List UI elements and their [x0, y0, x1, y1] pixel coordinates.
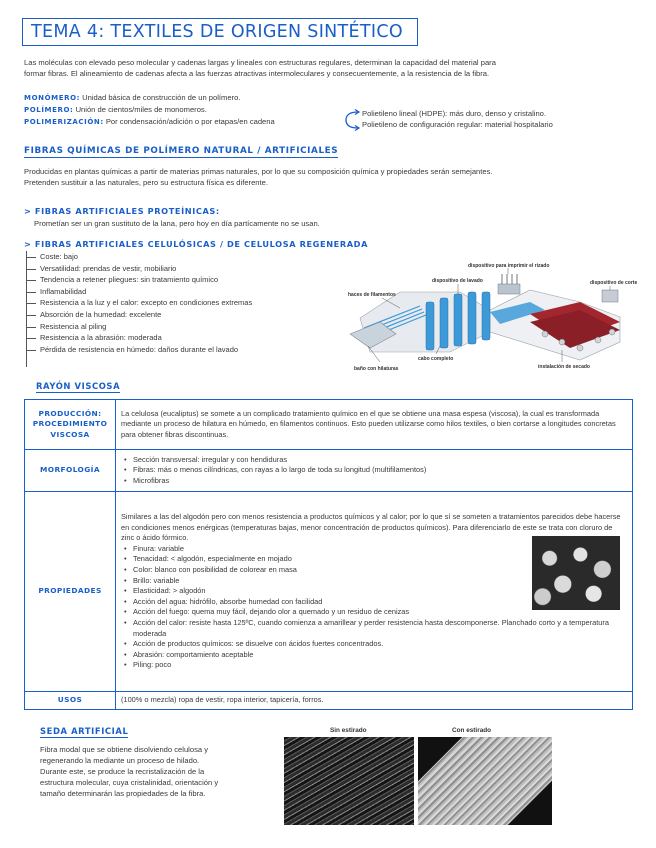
table-row-produccion [25, 400, 633, 450]
propiedades-list-top [121, 544, 519, 608]
propiedades-intro: Similares a las del algodón pero con menos resistencia a productos químicos y al calor; por lo que sí se someten a tratamientos parecidos debe hacerse en condiciones menos enérgicas (temperaturas bajas, menor concentración de productos químicos). Para diferenciarlo de este se trata con cloruro de zinc o ácido fórmico. [121, 512, 621, 543]
label-con-estirado: Con estirado [452, 727, 492, 734]
intro-line: Las moléculas con elevado peso molecular y cadenas largas y lineales con estructuras regulares, determinan la capacidad del material para [24, 58, 496, 67]
list-item: • Microfibras [121, 476, 627, 487]
label-printer: dispositivo para imprimir el rizado [468, 263, 550, 269]
label-filaments: haces de filamentos [348, 292, 396, 298]
label-bath: baño con hilaturas [354, 366, 399, 372]
section1-paragraph [24, 166, 639, 188]
list-item: • Brillo: variable [121, 576, 519, 587]
heading-seda-artificial: SEDA ARTIFICIAL [40, 726, 129, 736]
list-item: • Piling: poco [121, 660, 627, 671]
cellulose-item: Tendencia a retener pliegues: sin tratamiento químico [22, 274, 322, 286]
list-item: • Sección transversal: irregular y con hendiduras [121, 455, 627, 466]
polyethylene-list [362, 108, 642, 130]
label-sin-estirado: Sin estirado [330, 727, 367, 734]
cellulose-item: Pérdida de resistencia en húmedo: daños durante el lavado [22, 344, 322, 356]
table-row-propiedades [25, 492, 633, 692]
definition-polimerizacion: POLIMERIZACIÓN: Por condensación/adición o por etapas/en cadena [24, 117, 275, 126]
row-label-usos: USOS [25, 692, 116, 710]
list-item: • Fibras: más o menos cilíndricas, con rayas a lo largo de toda su longitud (multifilamentos) [121, 465, 627, 476]
polyethylene-item: Polietileno lineal (HDPE): más duro, denso y cristalino. [362, 109, 547, 118]
cellulose-item: Resistencia al piling [22, 321, 322, 333]
row-label-morfologia: MORFOLOGÍA [25, 450, 116, 492]
definition-polimero: POLÍMERO: Unión de cientos/miles de monomeros. [24, 105, 207, 114]
list-item: • Color: blanco con posibilidad de colorear en masa [121, 565, 519, 576]
label-washer: dispositivo de lavado [432, 278, 483, 284]
silk-line: regenerando la mediante un proceso de hilado. [40, 756, 200, 765]
list-item: • Acción del calor: resiste hasta 125ºC, cuando comienza a amarillear y perder resistencia hasta descomponerse. Planchado corto y a temperatura moderada [121, 618, 627, 639]
heading-rayon-viscosa: RAYÓN VISCOSA [36, 381, 121, 391]
list-item: • Tenacidad: < algodón, especialmente en mojado [121, 554, 519, 565]
list-item: • Finura: variable [121, 544, 519, 555]
cellulose-item: Versatilidad: prendas de vestir, mobiliario [22, 263, 322, 275]
section1-line: Pretenden sustituir a las naturales, pero su estructura física es diferente. [24, 178, 268, 187]
list-item: • Elasticidad: > algodón [121, 586, 519, 597]
list-item: • Abrasión: comportamiento aceptable [121, 650, 627, 661]
list-item: • Acción del agua: hidrófilo, absorbe humedad con facilidad [121, 597, 519, 608]
table-row-morfologia [25, 450, 633, 492]
heading-celulosicas: > FIBRAS ARTIFICIALES CELULÓSICAS / DE CELULOSA REGENERADA [24, 239, 369, 249]
intro-line: formar fibras. El alineamiento de cadenas afecta a las fuerzas atractivas intermoleculares y consecuentemente, a la resistencia de la fibra. [24, 69, 490, 78]
row-label-produccion: PRODUCCIÓN: PROCEDIMIENTO VISCOSA [25, 400, 116, 450]
silk-line: estructura molecular, cuya cristalinidad, orientación y [40, 778, 219, 787]
cutting-device [602, 290, 618, 302]
fiber-image-con-estirado [418, 737, 552, 825]
definition-monomero: MONÓMERO: Unidad básica de construcción de un polímero. [24, 93, 241, 102]
branch-arrows-icon [340, 109, 362, 131]
silk-line: Durante este, se produce la recristalización de la [40, 767, 205, 776]
viscose-cross-section-image [532, 536, 620, 610]
list-item: • Acción de productos químicos: se disuelve con ácidos fuertes concentrados. [121, 639, 627, 650]
table-row-usos [25, 692, 633, 710]
page-title: TEMA 4: TEXTILES DE ORIGEN SINTÉTICO [31, 22, 403, 42]
row-value-propiedades [116, 492, 633, 692]
cellulose-item: Coste: bajo [22, 251, 322, 263]
label-dryer: instalación de secado [538, 364, 590, 370]
label-tow: cabo completo [418, 356, 454, 362]
polyethylene-item: Polietileno de configuración regular: material hospitalario [362, 120, 553, 129]
row-value-produccion: La celulosa (eucaliptus) se somete a un complicado tratamiento químico en el que se obtiene una masa espesa (viscosa), la cual es transformada mediante un proceso de hilatura en húmedo, en filamentos continuos. Esto pueden utilizarse como hilos textiles, o bien cortarse a longitudes concretas para obtener fibras discontinuas. [116, 400, 633, 450]
cellulose-item: Absorción de la humedad: excelente [22, 309, 322, 321]
fiber-image-sin-estirado [284, 737, 414, 825]
row-value-usos: (100% o mezcla) ropa de vestir, ropa interior, tapicería, forros. [116, 692, 633, 710]
proteinicas-text: Prometían ser un gran sustituto de la lana, pero hoy en día partícamente no se usan. [34, 219, 320, 228]
definitions [24, 92, 344, 128]
list-item: • Acción del fuego: quema muy fácil, dejando olor a quemado y un residuo de cenizas [121, 607, 627, 618]
crimping-device [498, 284, 520, 294]
row-label-propiedades: PROPIEDADES [25, 492, 116, 692]
intro-paragraph [24, 57, 639, 79]
row-value-morfologia [116, 450, 633, 492]
section1-line: Producidas en plantas químicas a partir de materias primas naturales, por lo que su composición química y propiedades serán semejantes. [24, 167, 493, 176]
silk-line: Fibra modal que se obtiene disolviendo celulosa y [40, 745, 209, 754]
heading-proteinicas: > FIBRAS ARTIFICIALES PROTEÍNICAS: [24, 206, 220, 216]
label-cutter: dispositivo de corte [590, 280, 638, 286]
crimp-teeth [502, 274, 517, 284]
viscose-table [24, 399, 633, 710]
cellulose-item: Resistencia a la abrasión: moderada [22, 332, 322, 344]
cellulose-properties-tree [22, 251, 322, 355]
silk-paragraph [40, 744, 272, 799]
cellulose-item: Resistencia a la luz y el calor: excepto en condiciones extremas [22, 297, 322, 309]
silk-line: tamaño determinarán las propiedades de la fibra. [40, 789, 206, 798]
section-heading-fibras-quimicas: FIBRAS QUÍMICAS DE POLÍMERO NATURAL / ARTIFICIALES [24, 146, 339, 156]
viscose-process-diagram [340, 262, 640, 378]
page-title-box [22, 18, 418, 46]
cellulose-item: Inflamabilidad [22, 286, 322, 298]
